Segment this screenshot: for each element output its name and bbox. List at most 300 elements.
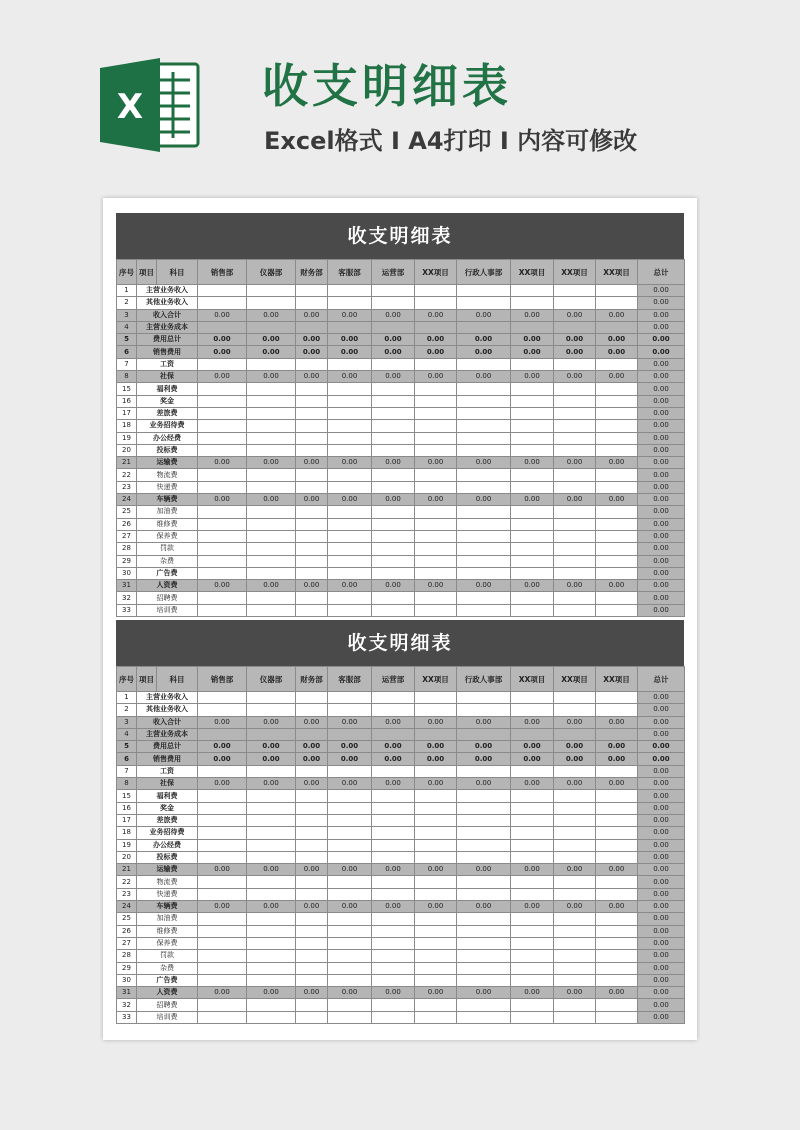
value-cell[interactable] bbox=[511, 999, 554, 1011]
value-cell[interactable] bbox=[296, 555, 328, 567]
value-cell[interactable] bbox=[554, 999, 596, 1011]
value-cell[interactable] bbox=[457, 962, 511, 974]
value-cell[interactable]: 0.00 bbox=[372, 741, 415, 753]
value-cell[interactable] bbox=[247, 481, 296, 493]
value-cell[interactable] bbox=[198, 851, 247, 863]
column-header[interactable]: 总计 bbox=[638, 667, 685, 692]
total-cell[interactable]: 0.00 bbox=[638, 481, 685, 493]
row-number-cell[interactable]: 4 bbox=[117, 321, 137, 333]
value-cell[interactable] bbox=[554, 851, 596, 863]
value-cell[interactable]: 0.00 bbox=[372, 457, 415, 469]
value-cell[interactable] bbox=[554, 728, 596, 740]
value-cell[interactable]: 0.00 bbox=[457, 580, 511, 592]
value-cell[interactable] bbox=[596, 395, 638, 407]
value-cell[interactable] bbox=[415, 432, 457, 444]
value-cell[interactable]: 0.00 bbox=[511, 371, 554, 383]
value-cell[interactable]: 0.00 bbox=[247, 901, 296, 913]
value-cell[interactable] bbox=[596, 543, 638, 555]
value-cell[interactable] bbox=[198, 285, 247, 297]
value-cell[interactable] bbox=[247, 358, 296, 370]
value-cell[interactable] bbox=[198, 592, 247, 604]
item-name-cell[interactable]: 人资费 bbox=[137, 987, 198, 999]
value-cell[interactable] bbox=[596, 888, 638, 900]
value-cell[interactable] bbox=[415, 814, 457, 826]
total-cell[interactable]: 0.00 bbox=[638, 309, 685, 321]
value-cell[interactable]: 0.00 bbox=[457, 334, 511, 346]
value-cell[interactable] bbox=[415, 790, 457, 802]
value-cell[interactable] bbox=[554, 592, 596, 604]
value-cell[interactable] bbox=[415, 469, 457, 481]
value-cell[interactable] bbox=[296, 962, 328, 974]
total-cell[interactable]: 0.00 bbox=[638, 925, 685, 937]
value-cell[interactable] bbox=[247, 925, 296, 937]
value-cell[interactable] bbox=[554, 530, 596, 542]
value-cell[interactable]: 0.00 bbox=[596, 580, 638, 592]
value-cell[interactable] bbox=[372, 383, 415, 395]
value-cell[interactable] bbox=[554, 555, 596, 567]
value-cell[interactable] bbox=[198, 728, 247, 740]
item-name-cell[interactable]: 其他业务收入 bbox=[137, 297, 198, 309]
value-cell[interactable] bbox=[596, 814, 638, 826]
value-cell[interactable] bbox=[415, 1011, 457, 1023]
item-name-cell[interactable]: 培训费 bbox=[137, 604, 198, 616]
row-number-cell[interactable]: 24 bbox=[117, 901, 137, 913]
value-cell[interactable] bbox=[554, 1011, 596, 1023]
row-number-cell[interactable]: 25 bbox=[117, 506, 137, 518]
row-number-cell[interactable]: 32 bbox=[117, 592, 137, 604]
value-cell[interactable] bbox=[415, 555, 457, 567]
value-cell[interactable] bbox=[457, 432, 511, 444]
total-cell[interactable]: 0.00 bbox=[638, 604, 685, 616]
total-cell[interactable]: 0.00 bbox=[638, 864, 685, 876]
value-cell[interactable] bbox=[328, 704, 372, 716]
value-cell[interactable] bbox=[457, 604, 511, 616]
value-cell[interactable] bbox=[415, 692, 457, 704]
value-cell[interactable] bbox=[372, 604, 415, 616]
value-cell[interactable] bbox=[247, 444, 296, 456]
value-cell[interactable]: 0.00 bbox=[511, 864, 554, 876]
value-cell[interactable] bbox=[247, 420, 296, 432]
value-cell[interactable] bbox=[415, 407, 457, 419]
value-cell[interactable]: 0.00 bbox=[415, 371, 457, 383]
value-cell[interactable]: 0.00 bbox=[415, 987, 457, 999]
value-cell[interactable] bbox=[511, 814, 554, 826]
row-number-cell[interactable]: 23 bbox=[117, 888, 137, 900]
value-cell[interactable] bbox=[296, 704, 328, 716]
value-cell[interactable] bbox=[296, 937, 328, 949]
value-cell[interactable] bbox=[372, 481, 415, 493]
value-cell[interactable]: 0.00 bbox=[415, 580, 457, 592]
total-cell[interactable]: 0.00 bbox=[638, 543, 685, 555]
value-cell[interactable] bbox=[596, 692, 638, 704]
value-cell[interactable]: 0.00 bbox=[596, 753, 638, 765]
value-cell[interactable]: 0.00 bbox=[198, 716, 247, 728]
value-cell[interactable] bbox=[198, 802, 247, 814]
row-number-cell[interactable]: 8 bbox=[117, 778, 137, 790]
item-name-cell[interactable]: 销售费用 bbox=[137, 753, 198, 765]
value-cell[interactable] bbox=[457, 913, 511, 925]
value-cell[interactable] bbox=[372, 395, 415, 407]
row-number-cell[interactable]: 28 bbox=[117, 950, 137, 962]
value-cell[interactable] bbox=[372, 285, 415, 297]
total-cell[interactable]: 0.00 bbox=[638, 1011, 685, 1023]
value-cell[interactable] bbox=[328, 888, 372, 900]
value-cell[interactable] bbox=[296, 765, 328, 777]
total-cell[interactable]: 0.00 bbox=[638, 494, 685, 506]
value-cell[interactable] bbox=[511, 962, 554, 974]
column-header[interactable]: 总计 bbox=[638, 260, 685, 285]
total-cell[interactable]: 0.00 bbox=[638, 987, 685, 999]
item-name-cell[interactable]: 培训费 bbox=[137, 1011, 198, 1023]
value-cell[interactable] bbox=[596, 937, 638, 949]
value-cell[interactable]: 0.00 bbox=[554, 864, 596, 876]
value-cell[interactable] bbox=[198, 827, 247, 839]
item-name-cell[interactable]: 福利费 bbox=[137, 790, 198, 802]
value-cell[interactable] bbox=[372, 937, 415, 949]
value-cell[interactable] bbox=[457, 851, 511, 863]
value-cell[interactable]: 0.00 bbox=[554, 716, 596, 728]
value-cell[interactable] bbox=[596, 1011, 638, 1023]
value-cell[interactable] bbox=[415, 592, 457, 604]
column-header[interactable]: XX项目 bbox=[554, 667, 596, 692]
value-cell[interactable] bbox=[296, 297, 328, 309]
value-cell[interactable]: 0.00 bbox=[511, 457, 554, 469]
value-cell[interactable] bbox=[328, 1011, 372, 1023]
value-cell[interactable] bbox=[457, 407, 511, 419]
value-cell[interactable] bbox=[511, 407, 554, 419]
value-cell[interactable] bbox=[372, 543, 415, 555]
item-name-cell[interactable]: 运输费 bbox=[137, 457, 198, 469]
value-cell[interactable] bbox=[457, 692, 511, 704]
value-cell[interactable] bbox=[198, 407, 247, 419]
value-cell[interactable]: 0.00 bbox=[296, 901, 328, 913]
value-cell[interactable] bbox=[247, 432, 296, 444]
value-cell[interactable] bbox=[415, 937, 457, 949]
row-number-cell[interactable]: 15 bbox=[117, 790, 137, 802]
value-cell[interactable]: 0.00 bbox=[511, 309, 554, 321]
total-cell[interactable]: 0.00 bbox=[638, 888, 685, 900]
value-cell[interactable] bbox=[554, 925, 596, 937]
value-cell[interactable]: 0.00 bbox=[198, 334, 247, 346]
value-cell[interactable] bbox=[554, 876, 596, 888]
value-cell[interactable]: 0.00 bbox=[457, 987, 511, 999]
value-cell[interactable] bbox=[198, 297, 247, 309]
item-name-cell[interactable]: 工资 bbox=[137, 358, 198, 370]
item-name-cell[interactable]: 快递费 bbox=[137, 888, 198, 900]
value-cell[interactable] bbox=[328, 567, 372, 579]
value-cell[interactable] bbox=[198, 358, 247, 370]
value-cell[interactable]: 0.00 bbox=[372, 901, 415, 913]
row-number-cell[interactable]: 3 bbox=[117, 716, 137, 728]
value-cell[interactable]: 0.00 bbox=[328, 741, 372, 753]
value-cell[interactable] bbox=[415, 999, 457, 1011]
value-cell[interactable] bbox=[328, 814, 372, 826]
value-cell[interactable] bbox=[296, 728, 328, 740]
row-number-cell[interactable]: 31 bbox=[117, 987, 137, 999]
value-cell[interactable] bbox=[198, 839, 247, 851]
row-number-cell[interactable]: 30 bbox=[117, 567, 137, 579]
value-cell[interactable] bbox=[596, 383, 638, 395]
value-cell[interactable] bbox=[554, 481, 596, 493]
value-cell[interactable]: 0.00 bbox=[554, 346, 596, 358]
value-cell[interactable] bbox=[328, 297, 372, 309]
value-cell[interactable] bbox=[296, 530, 328, 542]
value-cell[interactable]: 0.00 bbox=[596, 494, 638, 506]
value-cell[interactable] bbox=[415, 950, 457, 962]
row-number-cell[interactable]: 20 bbox=[117, 851, 137, 863]
value-cell[interactable]: 0.00 bbox=[372, 753, 415, 765]
value-cell[interactable]: 0.00 bbox=[511, 716, 554, 728]
value-cell[interactable] bbox=[372, 728, 415, 740]
value-cell[interactable]: 0.00 bbox=[296, 778, 328, 790]
value-cell[interactable] bbox=[415, 518, 457, 530]
value-cell[interactable] bbox=[247, 530, 296, 542]
value-cell[interactable] bbox=[198, 913, 247, 925]
value-cell[interactable] bbox=[247, 974, 296, 986]
value-cell[interactable] bbox=[511, 395, 554, 407]
item-name-cell[interactable]: 办公经费 bbox=[137, 432, 198, 444]
row-number-cell[interactable]: 24 bbox=[117, 494, 137, 506]
value-cell[interactable] bbox=[415, 444, 457, 456]
value-cell[interactable] bbox=[372, 444, 415, 456]
value-cell[interactable] bbox=[247, 827, 296, 839]
value-cell[interactable] bbox=[511, 567, 554, 579]
value-cell[interactable]: 0.00 bbox=[511, 753, 554, 765]
item-name-cell[interactable]: 收入合计 bbox=[137, 716, 198, 728]
total-cell[interactable]: 0.00 bbox=[638, 974, 685, 986]
total-cell[interactable]: 0.00 bbox=[638, 358, 685, 370]
total-cell[interactable]: 0.00 bbox=[638, 692, 685, 704]
value-cell[interactable]: 0.00 bbox=[372, 716, 415, 728]
item-name-cell[interactable]: 投标费 bbox=[137, 444, 198, 456]
value-cell[interactable] bbox=[247, 937, 296, 949]
value-cell[interactable] bbox=[457, 790, 511, 802]
total-cell[interactable]: 0.00 bbox=[638, 950, 685, 962]
value-cell[interactable] bbox=[511, 469, 554, 481]
value-cell[interactable] bbox=[247, 704, 296, 716]
value-cell[interactable] bbox=[328, 925, 372, 937]
value-cell[interactable]: 0.00 bbox=[296, 494, 328, 506]
value-cell[interactable] bbox=[457, 567, 511, 579]
value-cell[interactable] bbox=[198, 518, 247, 530]
value-cell[interactable]: 0.00 bbox=[596, 309, 638, 321]
value-cell[interactable] bbox=[554, 950, 596, 962]
item-name-cell[interactable]: 投标费 bbox=[137, 851, 198, 863]
row-number-cell[interactable]: 32 bbox=[117, 999, 137, 1011]
value-cell[interactable] bbox=[457, 285, 511, 297]
value-cell[interactable]: 0.00 bbox=[247, 309, 296, 321]
value-cell[interactable] bbox=[328, 851, 372, 863]
value-cell[interactable] bbox=[372, 567, 415, 579]
row-number-cell[interactable]: 16 bbox=[117, 395, 137, 407]
value-cell[interactable] bbox=[596, 297, 638, 309]
value-cell[interactable] bbox=[296, 321, 328, 333]
item-name-cell[interactable]: 差旅费 bbox=[137, 814, 198, 826]
value-cell[interactable] bbox=[296, 518, 328, 530]
value-cell[interactable] bbox=[296, 913, 328, 925]
value-cell[interactable] bbox=[554, 358, 596, 370]
value-cell[interactable] bbox=[296, 395, 328, 407]
value-cell[interactable] bbox=[596, 506, 638, 518]
value-cell[interactable] bbox=[372, 592, 415, 604]
value-cell[interactable] bbox=[511, 592, 554, 604]
value-cell[interactable]: 0.00 bbox=[328, 901, 372, 913]
value-cell[interactable] bbox=[415, 420, 457, 432]
value-cell[interactable]: 0.00 bbox=[372, 580, 415, 592]
value-cell[interactable] bbox=[457, 814, 511, 826]
value-cell[interactable] bbox=[457, 592, 511, 604]
row-number-cell[interactable]: 6 bbox=[117, 753, 137, 765]
value-cell[interactable] bbox=[198, 432, 247, 444]
row-number-cell[interactable]: 19 bbox=[117, 839, 137, 851]
total-cell[interactable]: 0.00 bbox=[638, 432, 685, 444]
value-cell[interactable] bbox=[296, 481, 328, 493]
value-cell[interactable] bbox=[372, 358, 415, 370]
value-cell[interactable] bbox=[198, 925, 247, 937]
row-number-cell[interactable]: 2 bbox=[117, 704, 137, 716]
value-cell[interactable] bbox=[247, 790, 296, 802]
value-cell[interactable] bbox=[372, 530, 415, 542]
value-cell[interactable] bbox=[296, 692, 328, 704]
item-name-cell[interactable]: 杂费 bbox=[137, 555, 198, 567]
value-cell[interactable] bbox=[296, 814, 328, 826]
value-cell[interactable]: 0.00 bbox=[198, 901, 247, 913]
value-cell[interactable]: 0.00 bbox=[457, 309, 511, 321]
row-number-cell[interactable]: 8 bbox=[117, 371, 137, 383]
row-number-cell[interactable]: 5 bbox=[117, 334, 137, 346]
total-cell[interactable]: 0.00 bbox=[638, 420, 685, 432]
column-header[interactable]: 科目 bbox=[157, 667, 198, 692]
value-cell[interactable] bbox=[415, 285, 457, 297]
value-cell[interactable]: 0.00 bbox=[198, 346, 247, 358]
value-cell[interactable]: 0.00 bbox=[328, 864, 372, 876]
total-cell[interactable]: 0.00 bbox=[638, 518, 685, 530]
total-cell[interactable]: 0.00 bbox=[638, 592, 685, 604]
value-cell[interactable]: 0.00 bbox=[247, 987, 296, 999]
value-cell[interactable] bbox=[596, 444, 638, 456]
value-cell[interactable] bbox=[247, 518, 296, 530]
value-cell[interactable] bbox=[457, 420, 511, 432]
value-cell[interactable] bbox=[457, 1011, 511, 1023]
total-cell[interactable]: 0.00 bbox=[638, 580, 685, 592]
item-name-cell[interactable]: 加油费 bbox=[137, 506, 198, 518]
item-name-cell[interactable]: 社保 bbox=[137, 371, 198, 383]
value-cell[interactable] bbox=[372, 555, 415, 567]
value-cell[interactable]: 0.00 bbox=[511, 580, 554, 592]
row-number-cell[interactable]: 6 bbox=[117, 346, 137, 358]
value-cell[interactable] bbox=[198, 950, 247, 962]
column-header[interactable]: 科目 bbox=[157, 260, 198, 285]
total-cell[interactable]: 0.00 bbox=[638, 444, 685, 456]
value-cell[interactable] bbox=[511, 432, 554, 444]
value-cell[interactable] bbox=[296, 851, 328, 863]
value-cell[interactable] bbox=[296, 839, 328, 851]
value-cell[interactable] bbox=[457, 530, 511, 542]
column-header[interactable]: 行政人事部 bbox=[457, 667, 511, 692]
value-cell[interactable]: 0.00 bbox=[457, 901, 511, 913]
item-name-cell[interactable]: 工资 bbox=[137, 765, 198, 777]
value-cell[interactable] bbox=[328, 358, 372, 370]
value-cell[interactable] bbox=[328, 604, 372, 616]
row-number-cell[interactable]: 18 bbox=[117, 827, 137, 839]
value-cell[interactable] bbox=[247, 543, 296, 555]
item-name-cell[interactable]: 保养费 bbox=[137, 937, 198, 949]
value-cell[interactable] bbox=[328, 950, 372, 962]
value-cell[interactable] bbox=[296, 469, 328, 481]
total-cell[interactable]: 0.00 bbox=[638, 728, 685, 740]
value-cell[interactable] bbox=[328, 407, 372, 419]
item-name-cell[interactable]: 人资费 bbox=[137, 580, 198, 592]
row-number-cell[interactable]: 20 bbox=[117, 444, 137, 456]
value-cell[interactable] bbox=[554, 395, 596, 407]
value-cell[interactable] bbox=[415, 962, 457, 974]
value-cell[interactable]: 0.00 bbox=[415, 334, 457, 346]
value-cell[interactable] bbox=[511, 506, 554, 518]
value-cell[interactable] bbox=[198, 974, 247, 986]
value-cell[interactable] bbox=[198, 481, 247, 493]
value-cell[interactable] bbox=[372, 692, 415, 704]
value-cell[interactable] bbox=[415, 876, 457, 888]
value-cell[interactable] bbox=[596, 567, 638, 579]
value-cell[interactable] bbox=[296, 383, 328, 395]
column-header[interactable]: XX项目 bbox=[415, 260, 457, 285]
column-header[interactable]: 销售部 bbox=[198, 667, 247, 692]
value-cell[interactable]: 0.00 bbox=[372, 371, 415, 383]
value-cell[interactable] bbox=[596, 481, 638, 493]
value-cell[interactable] bbox=[457, 827, 511, 839]
value-cell[interactable] bbox=[372, 839, 415, 851]
value-cell[interactable] bbox=[372, 814, 415, 826]
value-cell[interactable] bbox=[457, 444, 511, 456]
row-number-cell[interactable]: 7 bbox=[117, 358, 137, 370]
value-cell[interactable] bbox=[198, 444, 247, 456]
value-cell[interactable]: 0.00 bbox=[457, 741, 511, 753]
value-cell[interactable] bbox=[247, 506, 296, 518]
value-cell[interactable] bbox=[457, 383, 511, 395]
value-cell[interactable] bbox=[296, 285, 328, 297]
value-cell[interactable] bbox=[415, 506, 457, 518]
value-cell[interactable] bbox=[198, 937, 247, 949]
value-cell[interactable]: 0.00 bbox=[296, 741, 328, 753]
row-number-cell[interactable]: 16 bbox=[117, 802, 137, 814]
item-name-cell[interactable]: 费用总计 bbox=[137, 334, 198, 346]
value-cell[interactable]: 0.00 bbox=[554, 778, 596, 790]
value-cell[interactable] bbox=[328, 518, 372, 530]
value-cell[interactable] bbox=[511, 604, 554, 616]
value-cell[interactable] bbox=[198, 765, 247, 777]
item-name-cell[interactable]: 广告费 bbox=[137, 974, 198, 986]
value-cell[interactable] bbox=[247, 321, 296, 333]
value-cell[interactable] bbox=[415, 567, 457, 579]
value-cell[interactable] bbox=[247, 395, 296, 407]
value-cell[interactable] bbox=[511, 802, 554, 814]
value-cell[interactable] bbox=[457, 999, 511, 1011]
item-name-cell[interactable]: 奖金 bbox=[137, 802, 198, 814]
total-cell[interactable]: 0.00 bbox=[638, 407, 685, 419]
value-cell[interactable] bbox=[328, 962, 372, 974]
value-cell[interactable] bbox=[296, 358, 328, 370]
value-cell[interactable] bbox=[296, 567, 328, 579]
item-name-cell[interactable]: 主营业务成本 bbox=[137, 321, 198, 333]
value-cell[interactable] bbox=[198, 383, 247, 395]
value-cell[interactable] bbox=[247, 999, 296, 1011]
row-number-cell[interactable]: 29 bbox=[117, 962, 137, 974]
value-cell[interactable]: 0.00 bbox=[554, 753, 596, 765]
item-name-cell[interactable]: 物流费 bbox=[137, 469, 198, 481]
value-cell[interactable]: 0.00 bbox=[296, 334, 328, 346]
row-number-cell[interactable]: 33 bbox=[117, 604, 137, 616]
total-cell[interactable]: 0.00 bbox=[638, 704, 685, 716]
